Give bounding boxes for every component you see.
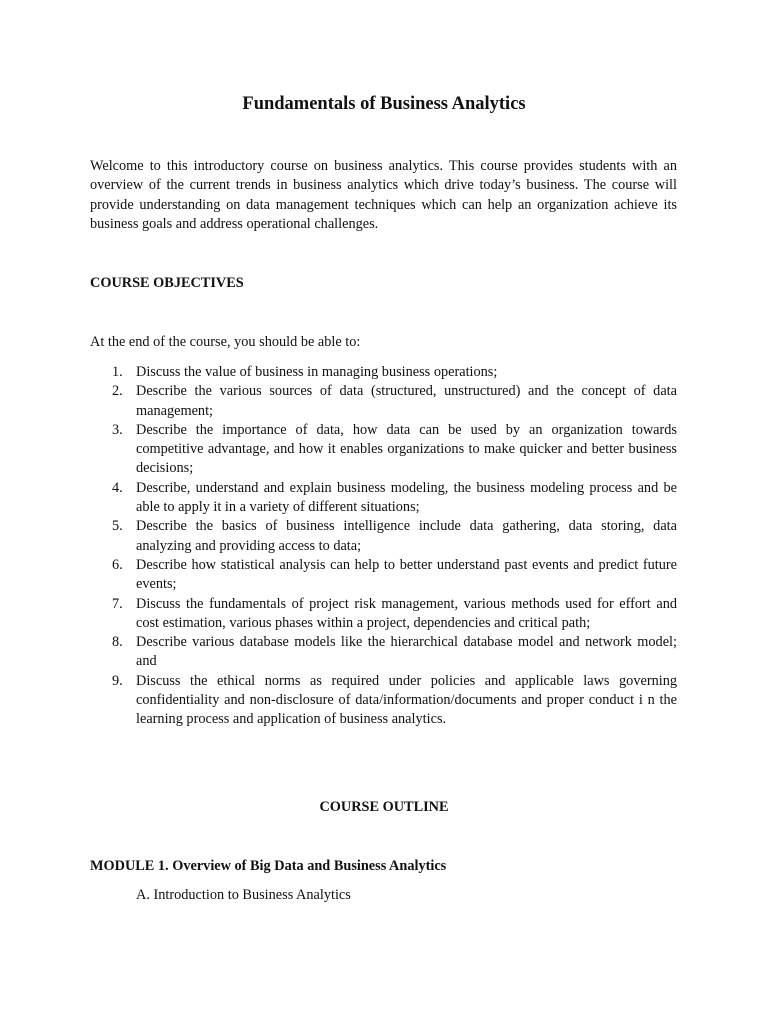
objective-item — [90, 595, 677, 634]
objective-text: Discuss the fundamentals of project risk management, various methods used for effort and cost estimation, various phases within a project, dependencies and critical path; — [136, 595, 677, 631]
objective-text: Describe how statistical analysis can help to better understand past events and predict future events; — [136, 556, 677, 593]
objective-number: 6. — [112, 556, 123, 573]
objective-item — [90, 633, 677, 672]
objective-number: 8. — [112, 634, 123, 651]
objective-item — [90, 672, 677, 730]
objectives-lead: At the end of the course, you should be able to: — [90, 334, 361, 350]
objective-item — [90, 479, 677, 518]
module-heading: MODULE 1. Overview of Big Data and Business Analytics — [90, 858, 447, 874]
objective-number: 7. — [112, 595, 123, 612]
module-item: A. Introduction to Business Analytics — [136, 887, 351, 903]
objective-number: 1. — [112, 364, 123, 380]
objective-text: Describe the various sources of data (structured, unstructured) and the concept of data management; — [136, 383, 677, 419]
objective-number: 4. — [112, 479, 123, 496]
objective-item — [90, 556, 677, 595]
objective-text: Describe, understand and explain business modeling, the business modeling process and be able to apply it in a variety of different situations; — [136, 479, 677, 516]
objective-text: Describe the basics of business intelligence include data gathering, data storing, data analyzing and providing access to data; — [136, 518, 677, 554]
intro-paragraph: Welcome to this introductory course on business analytics. This course provides students with an overview of the current trends in business analytics which drive today’s business. The course will provide understanding on data management techniques which can help an organization achieve its business goals and address operational challenges. — [90, 158, 677, 232]
objectives-heading: COURSE OBJECTIVES — [90, 275, 244, 291]
objective-item — [90, 363, 677, 382]
objective-text: Discuss the ethical norms as required under policies and applicable laws governing confidentiality and non-disclosure of data/information/documents and proper conduct i n the learning process and application of business analytics. — [136, 672, 677, 728]
objective-text: Describe various database models like the hierarchical database model and network model; and — [136, 634, 677, 670]
objective-text: Describe the importance of data, how data can be used by an organization towards competitive advantage, and how it enables organizations to make quicker and better business decisions; — [136, 421, 677, 477]
objective-number: 5. — [112, 518, 123, 535]
objective-item — [90, 421, 677, 479]
objective-number: 2. — [112, 383, 123, 400]
objectives-list — [90, 363, 677, 730]
outline-heading: COURSE OUTLINE — [319, 799, 449, 815]
objective-text: Discuss the value of business in managing business operations; — [136, 364, 498, 380]
document-title: Fundamentals of Business Analytics — [242, 94, 526, 114]
objective-number: 3. — [112, 421, 123, 438]
objective-item — [90, 382, 677, 421]
objective-number: 9. — [112, 672, 123, 689]
objective-item — [90, 517, 677, 556]
